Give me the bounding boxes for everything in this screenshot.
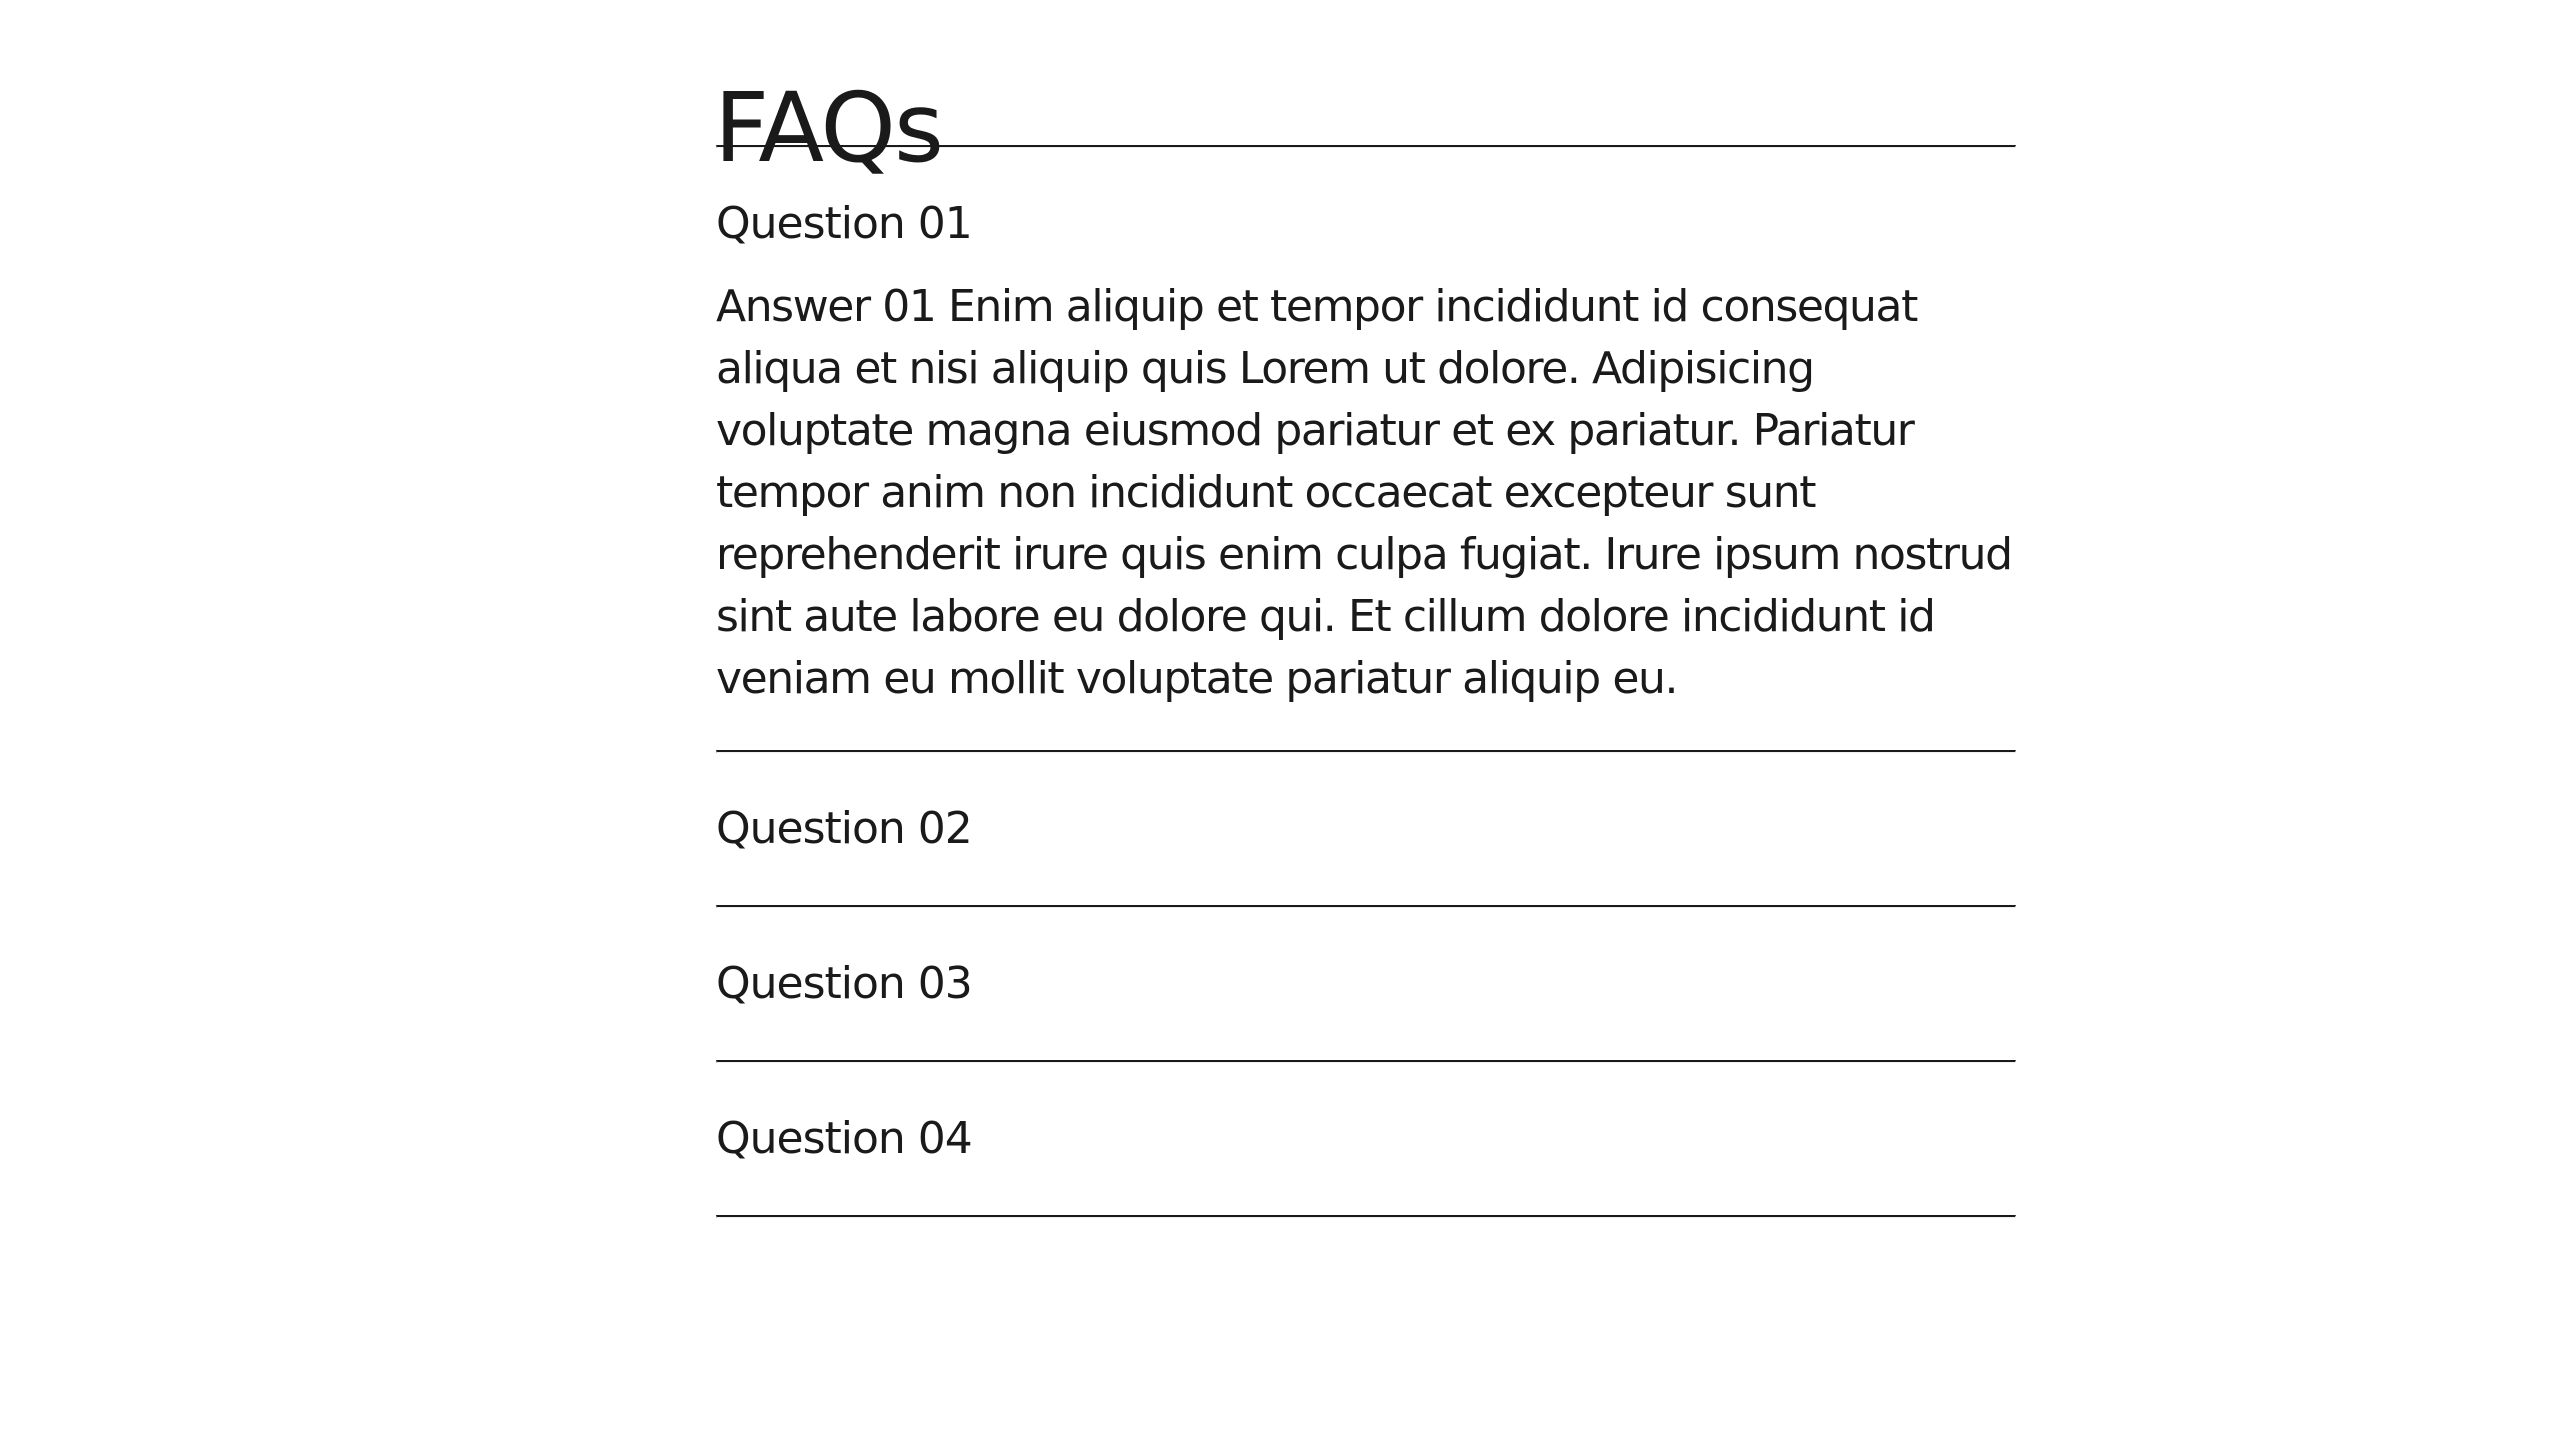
faq-item-02 [716, 753, 2016, 905]
faq-question-01-button[interactable]: Question 01 [716, 148, 2016, 300]
page-title: FAQs [714, 72, 942, 184]
faq-question-02-button[interactable]: Question 02 [716, 753, 2016, 905]
faq-section [716, 0, 2016, 1218]
divider [716, 1215, 2016, 1218]
faq-question-03-button[interactable]: Question 03 [716, 908, 2016, 1060]
faq-item-03 [716, 908, 2016, 1060]
faq-item-04 [716, 1063, 2016, 1215]
faq-question-04-button[interactable]: Question 04 [716, 1063, 2016, 1215]
faq-item-01 [716, 148, 2016, 750]
faq-answer-01: Answer 01 Enim aliquip et tempor incididunt id consequat aliqua et nisi aliquip quis Lorem ut dolore. Adipisicing voluptate magna eiusmod pariatur et ex pariatur. Pariatur tempor anim non incididunt occaecat excepteur sunt reprehenderit irure quis enim culpa fugiat. Irure ipsum nostrud sint aute labore eu dolore qui. Et cillum dolore incididunt id veniam eu mollit voluptate pariatur aliquip eu. [716, 281, 2012, 704]
